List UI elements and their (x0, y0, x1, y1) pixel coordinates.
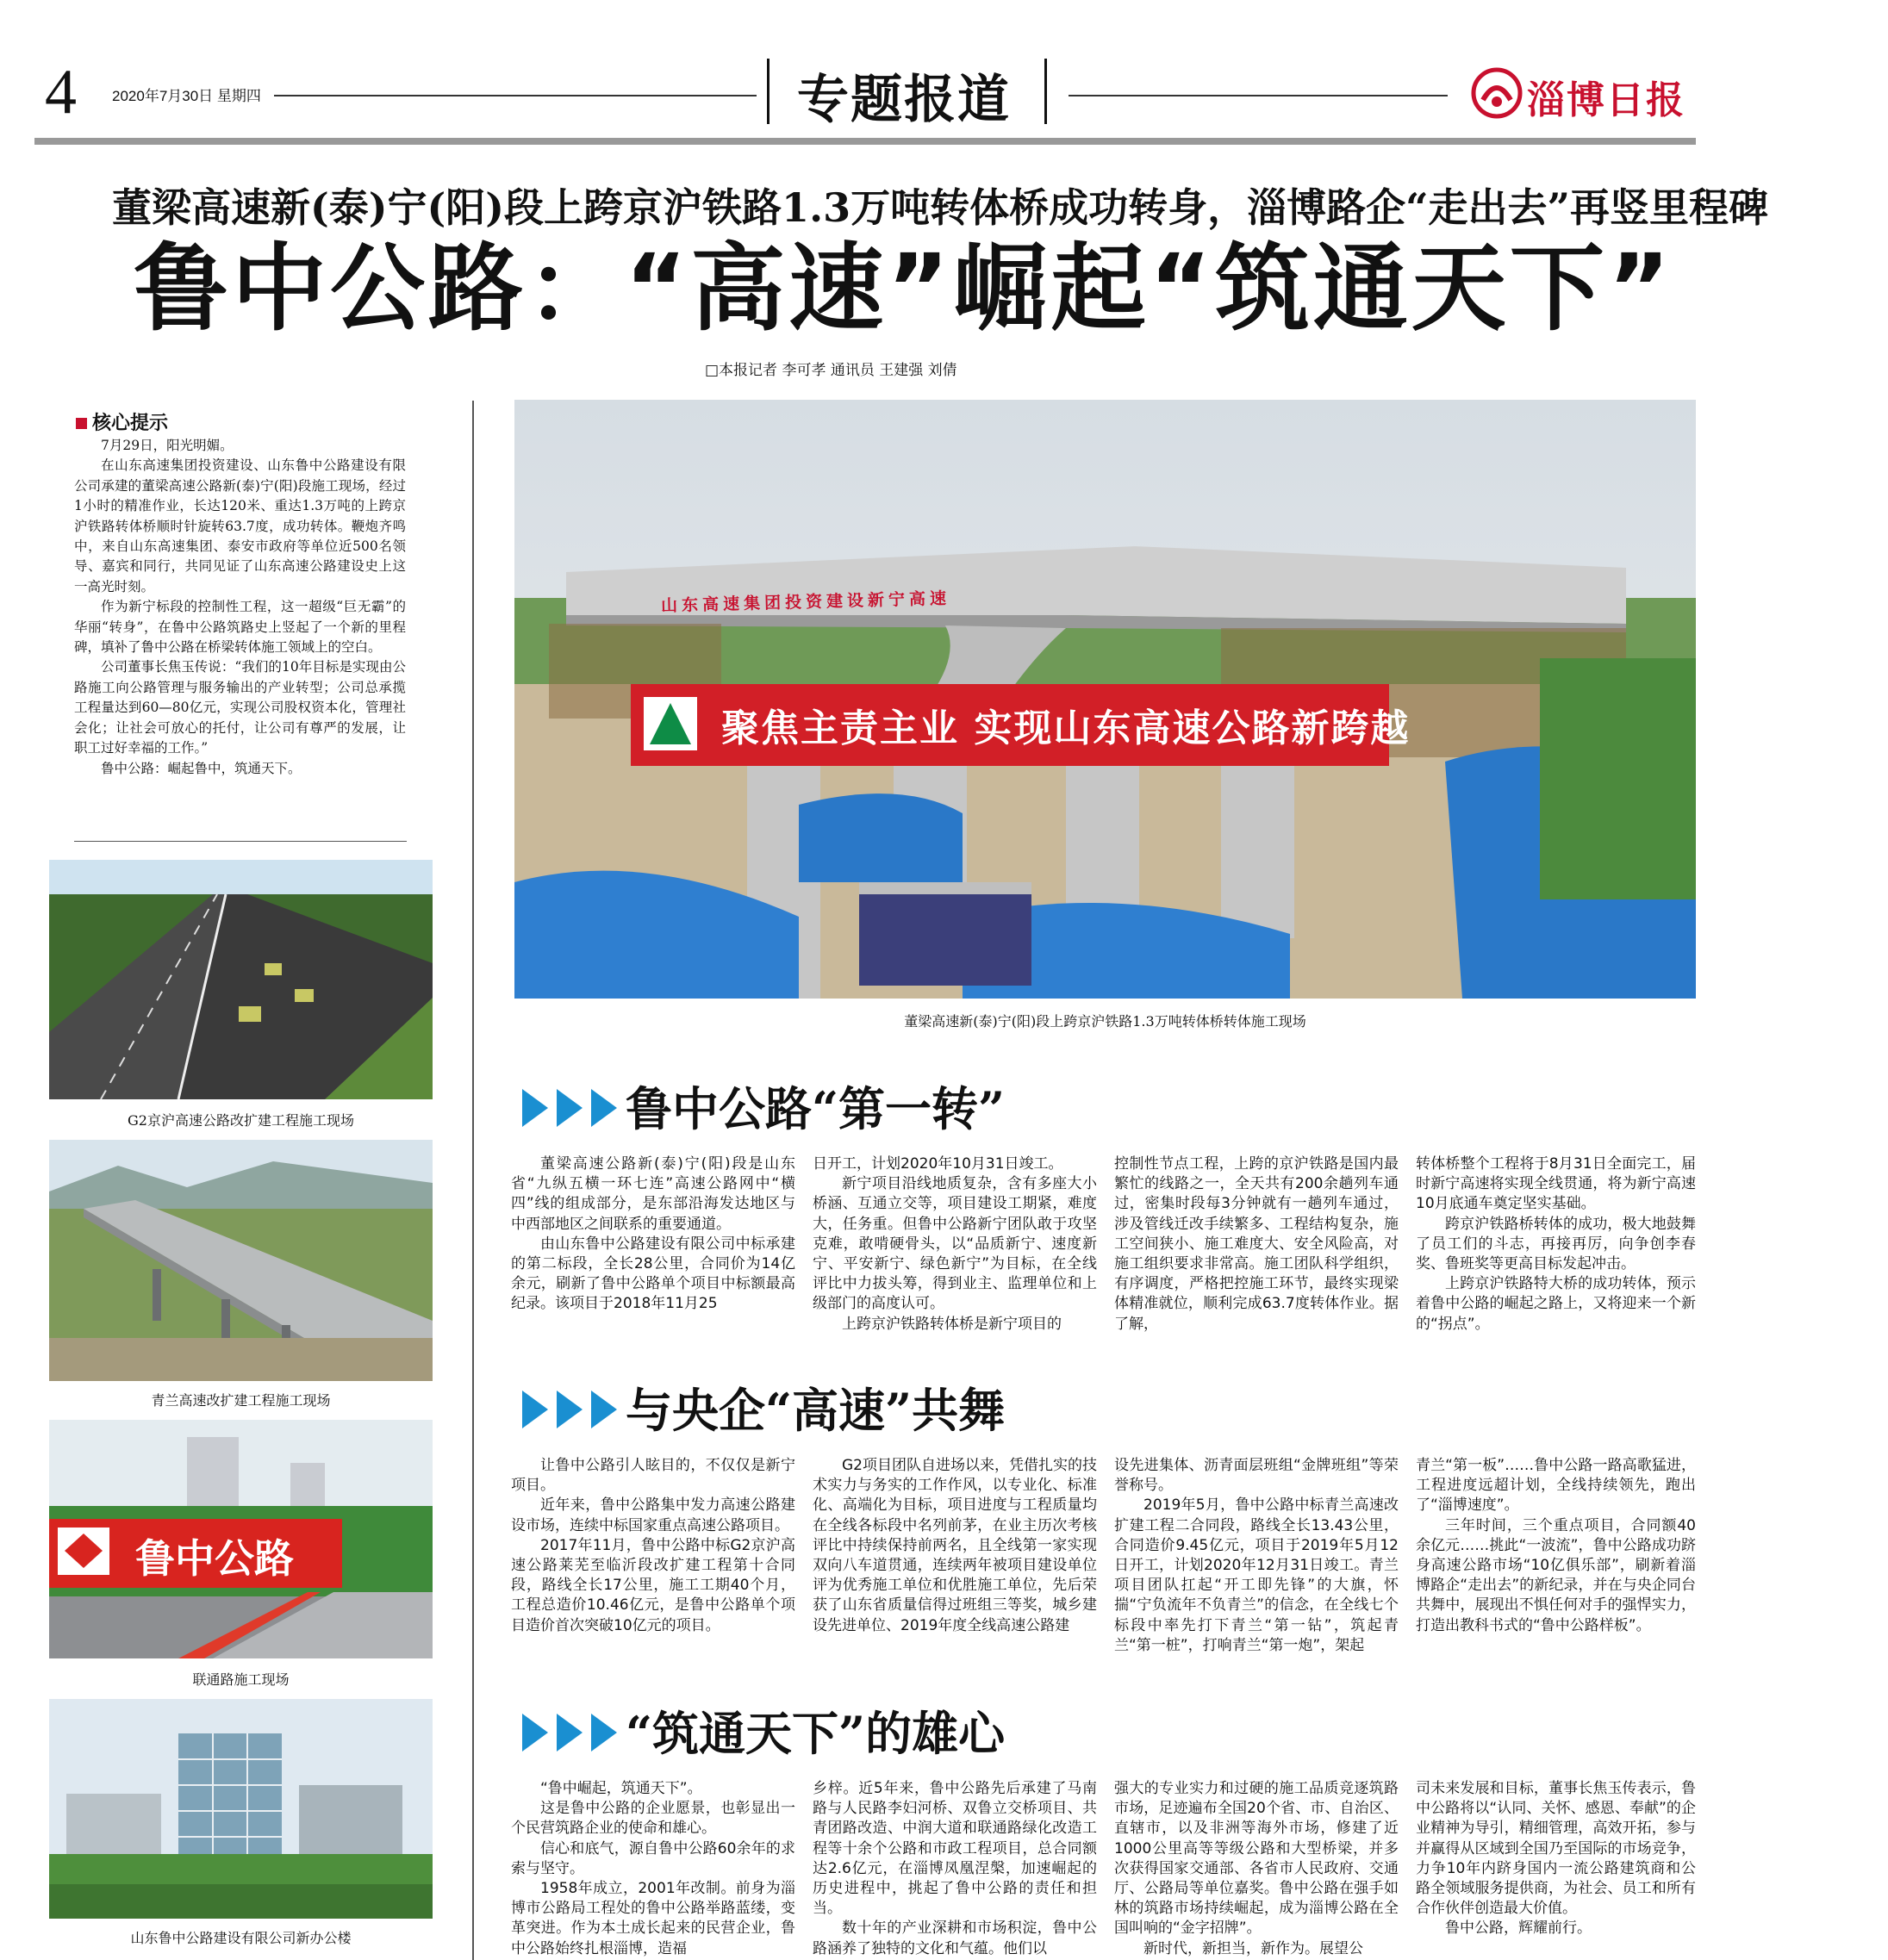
paragraph: 跨京沪铁路桥转体的成功，极大地鼓舞了员工们的斗志，再接再厉，向争创李春奖、鲁班奖等更高目标发起冲击。 (1416, 1215, 1696, 1273)
sidebar-separator (74, 841, 407, 842)
arrow-icon (557, 1089, 583, 1127)
article-column (1114, 1154, 1399, 1335)
bridge-beam-text: 山东高速集团投资建设新宁高速 (660, 588, 951, 616)
headline-kicker: 董梁高速新(泰)宁(阳)段上跨京沪铁路1.3万吨转体桥成功转身，淄博路企“走出去”再竖里程碑 (112, 184, 1769, 231)
paragraph: G2项目团队自进场以来，凭借扎实的技术实力与务实的工作作风，以专业化、标准化、高端化为目标，项目进度与工程质量均在全线各标段中名列前茅，在业主历次考核评比中持续保持前两名，且全线第一家实现双向八车道贯通，连续两年被项目建设单位评为优秀施工单位和优胜施工单位，先后荣获了山东省质量信得过班组三等奖，城乡建设先进单位、2019年度全线高速公路建 (813, 1457, 1097, 1634)
core-paragraph: 在山东高速集团投资建设、山东鲁中公路建设有限公司承建的董梁高速公路新(泰)宁(阳)段施工现场，经过1小时的精准作业，长达120米、重达1.3万吨的上跨京沪铁路转体桥顺时针旋转63.7度，成功转体。鞭炮齐鸣中，来自山东高速集团、泰安市政府等单位近500名领导、嘉宾和同行，共同见证了山东高速公路建设史上这一高光时刻。 (74, 457, 406, 594)
article-column (1416, 1154, 1696, 1335)
arrow-icon (591, 1089, 617, 1127)
paragraph: 设先进集体、沥青面层班组“金牌班组”等荣誉称号。 (1114, 1457, 1399, 1495)
paper-logo-icon (1469, 65, 1524, 121)
paragraph: 日开工，计划2020年10月31日竣工。 (813, 1155, 1063, 1173)
article-column (813, 1456, 1097, 1636)
photo-caption: 山东鲁中公路建设有限公司新办公楼 (130, 1930, 352, 1946)
photo-g2-highway (49, 860, 433, 1099)
photo-caption: 联通路施工现场 (192, 1671, 290, 1688)
core-paragraph: 公司董事长焦玉传说：“我们的10年目标是实现由公路施工向公路管理与服务输出的产业转型；公司总承揽工程量达到60—80亿元，实现公司股权资本化，管理社会化；让社会可放心的托付，让公司有尊严的发展，让职工过好幸福的工作。” (74, 659, 406, 756)
paragraph: 这是鲁中公路的企业愿景，也彰显出一个民营筑路企业的使命和雄心。 (511, 1800, 795, 1838)
paragraph: 新宁项目沿线地质复杂，含有多座大小桥涵、互通立交等，项目建设工期紧，难度大，任务重。但鲁中公路新宁团队敢于攻坚克难，敢啃硬骨头，以“品质新宁、速度新宁、平安新宁、绿色新宁”为目标，在全线评比中力拔头筹，得到业主、监理单位和上级部门的高度认可。 (813, 1175, 1097, 1313)
section-heading-2 (522, 1383, 1006, 1438)
paragraph: 董梁高速公路新(泰)宁(阳)段是山东省“九纵五横一环七连”高速公路网中“横四”线的组成部分，是东部沿海发达地区与中西部地区之间联系的重要通道。 (511, 1155, 795, 1233)
page-number: 4 (45, 57, 77, 128)
arrow-icon (591, 1391, 617, 1428)
photo-office-building (49, 1699, 433, 1919)
issue-date: 2020年7月30日 星期四 (112, 88, 261, 104)
paragraph: 上跨京沪铁路转体桥是新宁项目的 (842, 1315, 1062, 1333)
article-column (813, 1779, 1097, 1959)
photo-liantong-road (49, 1420, 433, 1658)
section-heading-3 (522, 1706, 1006, 1761)
masthead-rule-left (274, 95, 757, 96)
core-summary-title-text: 核心提示 (92, 413, 169, 434)
article-column (1416, 1456, 1696, 1636)
paragraph: 转体桥整个工程将于8月31日全面完工，届时新宁高速将实现全线贯通，将为新宁高速10月底通车奠定坚实基础。 (1416, 1155, 1696, 1213)
red-square-icon (76, 418, 87, 429)
article-column (511, 1779, 795, 1959)
main-photo-caption: 董梁高速新(泰)宁(阳)段上跨京沪铁路1.3万吨转体桥转体施工现场 (904, 1013, 1306, 1030)
core-paragraph: 7月29日，阳光明媚。 (101, 438, 234, 453)
article-column (511, 1154, 795, 1315)
paragraph: 上跨京沪铁路特大桥的成功转体，预示着鲁中公路的崛起之路上，又将迎来一个新的“拐点”。 (1416, 1275, 1696, 1333)
photo-main-bridge (514, 400, 1696, 999)
masthead-bar-right (1044, 59, 1047, 124)
core-summary-body (74, 436, 406, 779)
paragraph: 新时代，新担当，新作为。展望公 (1143, 1939, 1363, 1957)
core-paragraph: 作为新宁标段的控制性工程，这一超级“巨无霸”的华丽“转身”，在鲁中公路筑路史上竖起了一个新的里程碑，填补了鲁中公路在桥梁转体施工领域上的空白。 (74, 599, 406, 656)
arrow-icon (591, 1714, 617, 1752)
core-paragraph: 鲁中公路：崛起鲁中，筑通天下。 (101, 760, 302, 776)
section-heading-text: 与央企“高速”共舞 (626, 1383, 1006, 1438)
masthead-band (34, 138, 1696, 145)
arrow-icon (522, 1391, 548, 1428)
paragraph: 乡梓。近5年来，鲁中公路先后承建了马南路与人民路李妇河桥、双鲁立交桥项目、共青团路改造、中润大道和联通路绿化改造工程等十余个公路和市政工程项目，总合同额达2.6亿元，在淄博凤凰涅槃，加速崛起的历史进程中，挑起了鲁中公路的责任和担当。 (813, 1780, 1097, 1918)
paragraph: 1958年成立，2001年改制。前身为淄博市公路局工程处的鲁中公路举路蓝缕，变革突进。作为本土成长起来的民营企业，鲁中公路始终扎根淄博，造福 (511, 1880, 795, 1957)
liantong-sign-text: 鲁中公路 (135, 1535, 294, 1582)
headline-main: 鲁中公路：“高速”崛起“筑通天下” (134, 233, 1674, 344)
paragraph: 让鲁中公路引人眩目的，不仅仅是新宁项目。 (511, 1457, 795, 1495)
section-heading-1 (522, 1081, 1006, 1136)
section-heading-text: 鲁中公路“第一转” (626, 1081, 1006, 1136)
paragraph: 近年来，鲁中公路集中发力高速公路建设市场，连续中标国家重点高速公路项目。 (511, 1496, 795, 1534)
section-heading-text: “筑通天下”的雄心 (626, 1706, 1006, 1761)
article-column (1114, 1456, 1399, 1656)
photo-qinglan-highway (49, 1140, 433, 1381)
photo-caption: 青兰高速改扩建工程施工现场 (151, 1392, 331, 1409)
paragraph: 数十年的产业深耕和市场积淀，鲁中公路涵养了独特的文化和气蕴。他们以 (813, 1920, 1097, 1957)
paper-name: 淄博日报 (1527, 78, 1685, 122)
photo-caption: G2京沪高速公路改扩建工程施工现场 (128, 1112, 354, 1129)
arrow-icon (557, 1391, 583, 1428)
paragraph: 鲁中公路，辉耀前行。 (1445, 1920, 1592, 1938)
section-title: 专题报道 (797, 70, 1011, 130)
paragraph: 控制性节点工程，上跨的京沪铁路是国内最繁忙的线路之一，全天共有200余趟列车通过，密集时段每3分钟就有一趟列车通过，涉及管线迁改手续繁多、工程结构复杂，施工空间狭小、施工难度大、安全风险高，对施工组织要求非常高。施工团队科学组织，有序调度，严格把控施工环节，最终实现梁体精准就位，顺利完成63.7度转体作业。据了解， (1114, 1155, 1399, 1333)
core-summary-title (76, 408, 168, 435)
article-column (511, 1456, 795, 1636)
paragraph: 2017年11月，鲁中公路中标G2京沪高速公路莱芜至临沂段改扩建工程第十合同段，路线全长17公里，施工工期40个月，工程总造价10.46亿元，是鲁中公路单个项目造价首次突破10亿元的项目。 (511, 1536, 795, 1634)
bridge-banner-text: 聚焦主责主业 实现山东高速公路新跨越 (721, 706, 1411, 750)
paragraph: 信心和底气，源自鲁中公路60余年的求索与坚守。 (511, 1839, 795, 1877)
paragraph: “鲁中崛起，筑通天下”。 (540, 1780, 702, 1797)
paragraph: 司未来发展和目标，董事长焦玉传表示，鲁中公路将以“认同、关怀、感恩、奉献”的企业精神为导引，精细管理，高效开拓，参与并赢得从区域到全国乃至国际的市场竞争，力争10年内跻身国内一流公路建筑商和公路全领域服务提供商，为社会、员工和所有合作伙伴创造最大价值。 (1416, 1780, 1696, 1918)
paragraph: 三年时间，三个重点项目，合同额40余亿元……挑此“一波流”，鲁中公路成功跻身高速公路市场“10亿俱乐部”，刷新着淄博路企“走出去”的新纪录，并在与央企同台共舞中，展现出不惧任何对手的强悍实力，打造出教科书式的“鲁中公路样板”。 (1416, 1516, 1696, 1634)
arrow-icon (522, 1714, 548, 1752)
masthead-bar-left (767, 59, 770, 124)
paragraph: 青兰“第一板”……鲁中公路一路高歌猛进，工程进度远超计划，全线持续领先，跑出了“淄博速度”。 (1416, 1457, 1696, 1515)
paragraph: 由山东鲁中公路建设有限公司中标承建的第二标段，全长28公里，合同价为14亿余元，刷新了鲁中公路单个项目中标额最高纪录。该项目于2018年11月25 (511, 1235, 795, 1313)
arrow-icon (522, 1089, 548, 1127)
byline: □本报记者 李可孝 通讯员 王建强 刘倩 (705, 362, 957, 379)
article-column (1416, 1779, 1696, 1939)
column-rule (472, 401, 474, 1960)
article-column (813, 1154, 1097, 1335)
arrow-icon (557, 1714, 583, 1752)
article-column (1114, 1779, 1399, 1959)
paragraph: 2019年5月，鲁中公路中标青兰高速改扩建工程二合同段，路线全长13.43公里，合同造价9.45亿元，项目于2019年5月12日开工，计划2020年12月31日竣工。青兰项目团队扛起“开工即先锋”的大旗，怀揣“宁负流年不负青兰”的信念，在全线七个标段中率先打下青兰“第一钻”，筑起青兰“第一桩”，打响青兰“第一炮”，架起 (1114, 1496, 1399, 1654)
paragraph: 强大的专业实力和过硬的施工品质竞逐筑路市场，足迹遍布全国20个省、市、自治区、直辖市，以及非洲等海外市场，修建了近1000公里高等等级公路和大型桥梁，并多次获得国家交通部、各省市人民政府、交通厅、公路局等单位嘉奖。鲁中公路在强手如林的筑路市场持续崛起，成为淄博公路在全国叫响的“金字招牌”。 (1114, 1780, 1399, 1938)
masthead-rule-right (1069, 95, 1448, 96)
